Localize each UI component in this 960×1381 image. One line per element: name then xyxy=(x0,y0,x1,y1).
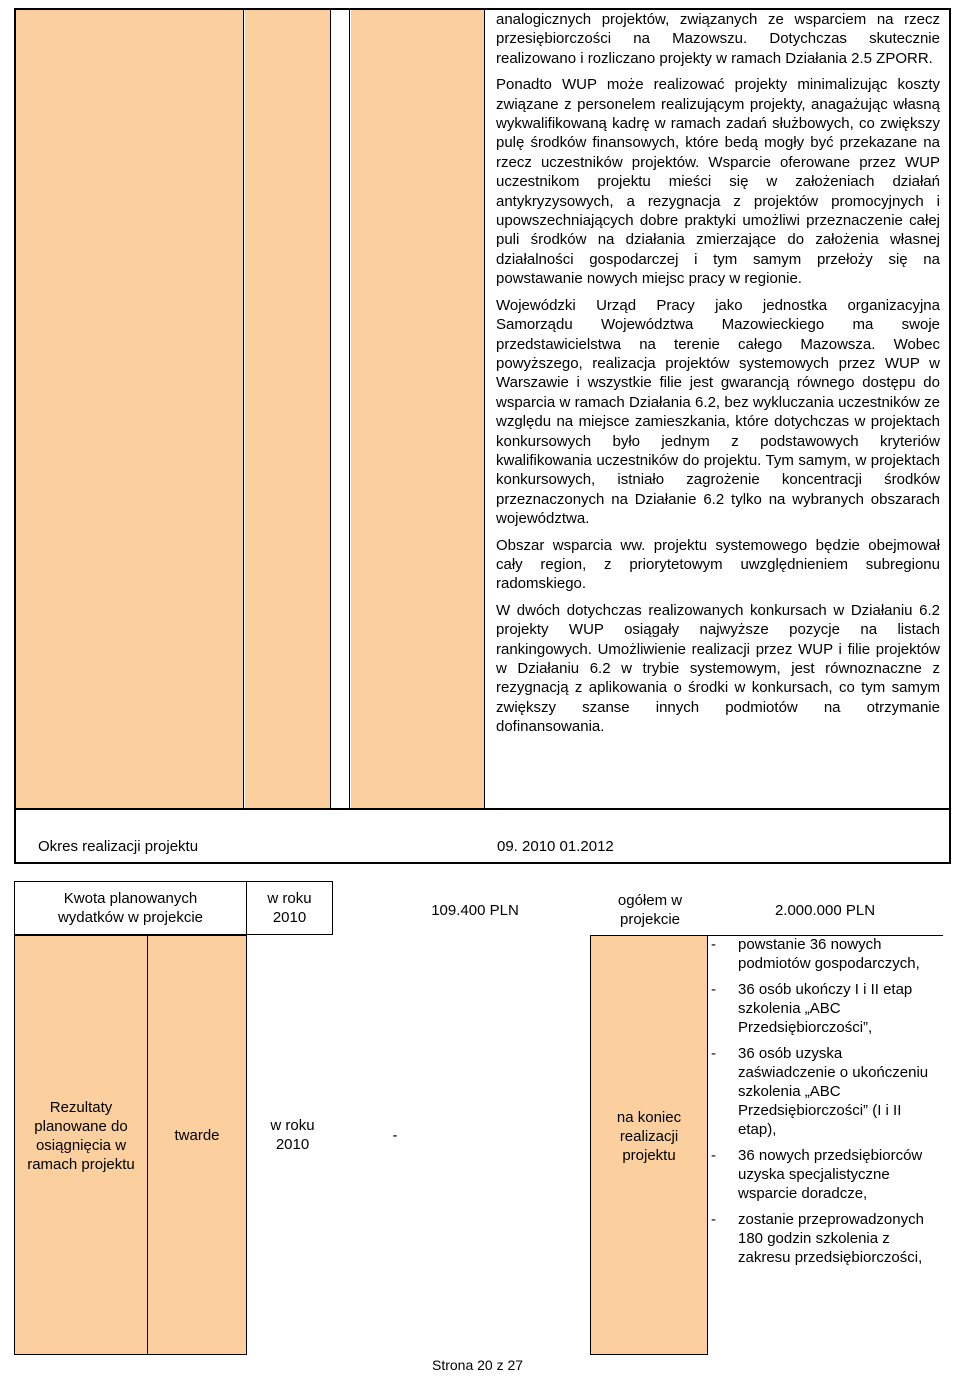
upper-cell-4 xyxy=(351,10,485,808)
upper-cell-1 xyxy=(16,10,244,808)
results-end-label: na koniec realizacji projektu xyxy=(616,1108,682,1164)
project-justification-text xyxy=(496,10,940,744)
budget-total-value: 2.000.000 PLN xyxy=(774,901,876,919)
results-list xyxy=(707,935,943,1274)
result-item: - 36 osób ukończy I i II etap szkolenia „ABC Przedsiębiorczości”, xyxy=(707,980,943,1037)
upper-cell-2 xyxy=(245,10,331,808)
period-value: 09. 2010 01.2012 xyxy=(497,838,614,855)
justification-paragraph: Ponadto WUP może realizować projekty minimalizując koszty związane z personelem realizującym projekty, anagażując własną wykwalifikowaną kadrę w ramach zadań służbowych, co zwiększy pulę środków finansowych, które bedą mogły być przekazane na rzecz uczestników projektów. Wsparcie oferowane przez WUP uczestnikom projektu mieści się w założeniach działań antykryzysowych, a rezygnacja z projektów promocyjnych i upowszechniających dobre praktyki umożliwi przeznaczenie całej puli środków na działania zmierzające do założenia własnej działalności gospodarczej i tym samym przełoży się na powstawanie nowych miejsc pracy w regionie. xyxy=(496,76,940,288)
justification-paragraph: analogicznych projektów, związanych ze wsparciem na rzecz przesiębiorczości na Mazowszu. Dotychczas skutecznie realizowano i rozliczano projekty w ramach Działania 2.5 ZPORR. xyxy=(496,11,940,67)
justification-paragraph: Obszar wsparcia ww. projektu systemowego będzie obejmował cały region, z priorytetowym uwzględnieniem subregionu radomskiego. xyxy=(496,536,940,593)
result-item: - 36 nowych przedsiębiorców uzyska specjalistyczne wsparcie doradcze, xyxy=(707,1146,943,1203)
results-type: twarde xyxy=(174,1126,220,1144)
upper-cell-3 xyxy=(332,10,350,808)
results-year-value: - xyxy=(392,1126,398,1144)
budget-label: Kwota planowanych wydatków w projekcie xyxy=(57,890,204,926)
results-label: Rezultaty planowane do osiągnięcia w ramach projektu xyxy=(27,1099,135,1173)
budget-total-label: ogółem w projekcie xyxy=(617,892,683,928)
results-year-label: w roku 2010 xyxy=(270,1117,315,1153)
result-item: - 36 osób uzyska zaświadczenie o ukończeniu szkolenia „ABC Przedsiębiorczości” (I i II etap), xyxy=(707,1044,943,1139)
budget-year-value: 109.400 PLN xyxy=(431,901,519,919)
justification-paragraph: W dwóch dotychczas realizowanych konkursach w Działaniu 6.2 projekty WUP osiągały najwyższe pozycje na listach rankingowych. Umożliwienie realizacji przez WUP i filie projektów w Działaniu 6.2 w trybie systemowym, jest równoznaczne z rezygnacją z aplikowania o środki w konkursach, co tym samym zwiększy szanse innych podmiotów na otrzymanie dofinansowania. xyxy=(496,601,940,736)
page-number: Strona 20 z 27 xyxy=(432,1357,524,1373)
result-item: - powstanie 36 nowych podmiotów gospodarczych, xyxy=(707,935,943,973)
result-item: - zostanie przeprowadzonych 180 godzin szkolenia z zakresu przedsiębiorczości, xyxy=(707,1210,943,1267)
justification-paragraph: Wojewódzki Urząd Pracy jako jednostka organizacyjna Samorządu Województwa Mazowieckiego ma swoje przedstawicielstwa na terenie całego Mazowsza. Wobec powyższego, realizacja projektów systemowych przez WUP w Warszawie i wszystkie filie jest gwarancją równego dostępu do wsparcia w ramach Działania 6.2, bez wykluczania uczestników ze względu na miejsce zamieszkania, które dotychczas w projektach konkursowych było jednym z podstawowych kryteriów kwalifikowania uczestników do projektu. Tym samym, w projektach konkursowych, istniało zagrożenie koncentracji środków przeznaczonych na Działanie 6.2 tylko na wybranych obszarach województwa. xyxy=(496,296,940,528)
budget-year-label: w roku 2010 xyxy=(267,890,312,926)
period-label: Okres realizacji projektu xyxy=(38,838,199,855)
